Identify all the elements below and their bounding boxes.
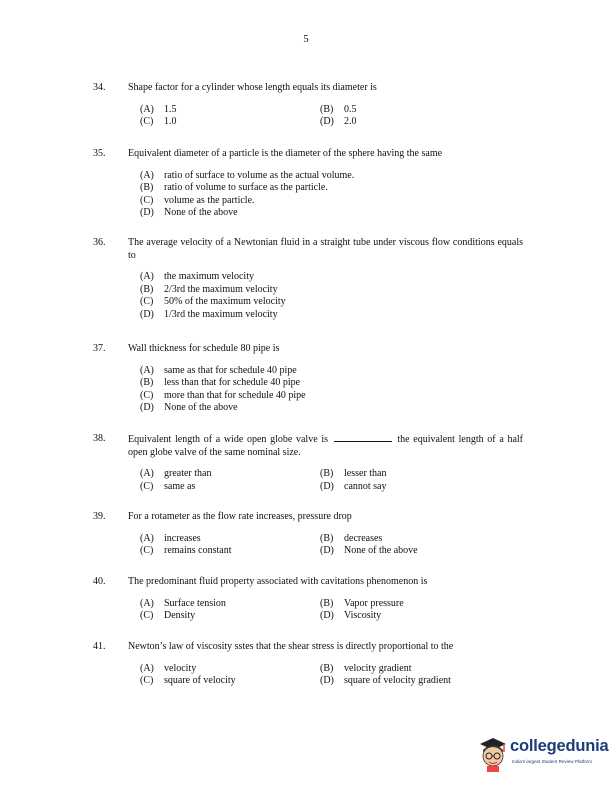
option-c: (C) Density (140, 610, 196, 621)
question-text: Equivalent length of a wide open globe valve is the equivalent length of a half open globe valve of the same nominal size. (128, 434, 523, 458)
question-number: 35. (93, 148, 106, 159)
option-a: (A) same as that for schedule 40 pipe (140, 364, 297, 376)
question-40 (93, 576, 523, 623)
options (140, 271, 523, 321)
option-a: (A) the maximum velocity (140, 271, 254, 282)
question-number: 39. (93, 511, 106, 522)
option-a: (A) greater than (140, 468, 212, 479)
question-number: 36. (93, 237, 106, 248)
option-c: (C) 1.0 (140, 116, 177, 127)
question-35 (93, 148, 523, 220)
options (140, 170, 523, 220)
option-d: (D) 1/3rd the maximum velocity (140, 308, 278, 320)
option-a: (A) velocity (140, 662, 197, 674)
option-c: (C) same as (140, 480, 196, 492)
option-c: (C) square of velocity (140, 675, 236, 686)
option-d: (D) None of the above (140, 207, 238, 218)
option-d: (D) square of velocity gradient (320, 675, 451, 686)
question-text: Wall thickness for schedule 80 pipe is (128, 343, 280, 354)
option-d: (D) None of the above (320, 545, 418, 556)
logo-tagline: India's largest Student Review Platform (512, 759, 593, 764)
options (140, 468, 523, 493)
option-a: (A) increases (140, 532, 201, 544)
option-c: (C) more than that for schedule 40 pipe (140, 389, 306, 401)
option-b: (B) less than that for schedule 40 pipe (140, 377, 301, 388)
option-a: (A) 1.5 (140, 103, 177, 115)
option-b: (B) 2/3rd the maximum velocity (140, 283, 278, 295)
options (140, 598, 523, 623)
question-number: 41. (93, 641, 106, 652)
option-d: (D) 2.0 (320, 116, 357, 127)
options (140, 104, 523, 129)
options (140, 533, 523, 558)
question-number: 38. (93, 433, 106, 444)
question-39 (93, 511, 523, 558)
question-41 (93, 641, 523, 688)
option-b: (B) decreases (320, 532, 383, 544)
question-37 (93, 343, 523, 415)
option-d: (D) Viscosity (320, 610, 382, 621)
question-36 (93, 237, 523, 321)
question-text: Shape factor for a cylinder whose length equals its diameter is (128, 82, 377, 93)
option-d: (D) cannot say (320, 480, 387, 492)
graduate-mascot-icon (476, 734, 510, 772)
option-c: (C) 50% of the maximum velocity (140, 296, 286, 307)
question-34 (93, 82, 523, 129)
option-c: (C) remains constant (140, 545, 232, 556)
option-b: (B) 0.5 (320, 103, 357, 115)
logo-wordmark: collegedunia (510, 737, 609, 755)
question-text: The average velocity of a Newtonian fluid in a straight tube under viscous flow conditions equals to (128, 237, 523, 261)
option-d: (D) None of the above (140, 402, 238, 413)
option-b: (B) lesser than (320, 468, 387, 479)
options (140, 365, 523, 415)
option-b: (B) ratio of volume to surface as the particle. (140, 182, 328, 193)
question-text: Newton’s law of viscosity sstes that the shear stress is directly proportional to the (128, 641, 454, 652)
option-c: (C) volume as the particle. (140, 194, 255, 206)
collegedunia-logo[interactable] (476, 734, 609, 774)
option-a: (A) Surface tension (140, 597, 226, 609)
question-text: The predominant fluid property associated with cavitations phenomenon is (128, 576, 428, 587)
question-number: 37. (93, 343, 106, 354)
answer-blank (334, 433, 392, 442)
question-number: 40. (93, 576, 106, 587)
question-number: 34. (93, 82, 106, 93)
page-number: 5 (303, 34, 309, 45)
question-38 (93, 433, 523, 493)
options (140, 663, 523, 688)
option-b: (B) Vapor pressure (320, 597, 404, 609)
question-text: Equivalent diameter of a particle is the diameter of the sphere having the same (128, 148, 443, 159)
question-text: For a rotameter as the flow rate increases, pressure drop (128, 511, 352, 522)
option-b: (B) velocity gradient (320, 662, 412, 674)
option-a: (A) ratio of surface to volume as the actual volume. (140, 169, 355, 181)
